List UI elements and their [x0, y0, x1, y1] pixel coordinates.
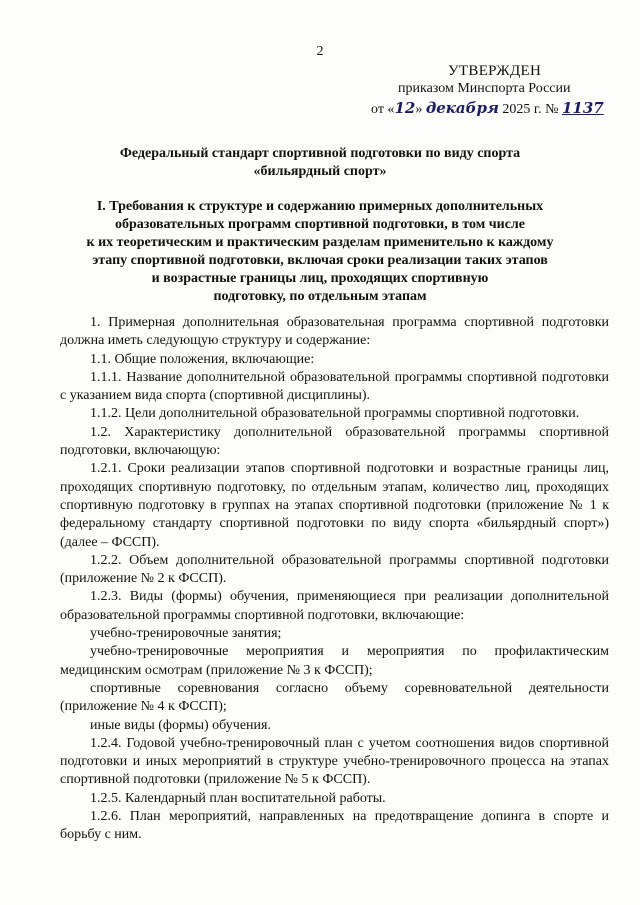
document-title	[40, 145, 600, 181]
section-heading-line: этапу спортивной подготовки, включая сроки реализации таких этапов	[92, 253, 548, 268]
order-issuer: приказом Минспорта России	[398, 81, 571, 96]
title-line: Федеральный стандарт спортивной подготовки по виду спорта	[119, 146, 521, 161]
page-number: 2	[316, 44, 324, 59]
date-mid: »	[415, 102, 426, 117]
handwritten-order-number: 1137	[561, 99, 604, 117]
section-heading-line: I. Требования к структуре и содержанию примерных дополнительных	[96, 199, 544, 214]
paragraph: иные виды (формы) обучения.	[90, 717, 271, 733]
paragraph: спортивные соревнования согласно объему соревновательной деятельности (приложение № 4 к ФССП);	[60, 680, 609, 715]
paragraph: 1.2. Характеристику дополнительной образовательной программы спортивной подготовки, включающую:	[60, 424, 609, 459]
section-heading	[40, 198, 600, 306]
paragraph: 1.1. Общие положения, включающие:	[90, 351, 315, 367]
paragraph: 1.2.4. Годовой учебно-тренировочный план с учетом соотношения видов спортивной подготовки и иных мероприятий в структуре учебно-тренировочного процесса на этапах спортивной подготовки (приложение № 5 к ФССП).	[60, 735, 609, 788]
document-body	[60, 314, 609, 845]
paragraph: учебно-тренировочные занятия;	[90, 626, 282, 642]
section-heading-line: и возрастные границы лиц, проходящих спортивную	[151, 271, 489, 286]
approval-block	[0, 0, 640, 130]
date-prefix: от «	[371, 102, 395, 117]
paragraph: 1.2.3. Виды (формы) обучения, применяющиеся при реализации дополнительной образовательной программы спортивной подготовки, включающие:	[60, 589, 609, 623]
approved-label: УТВЕРЖДЕН	[448, 63, 542, 79]
section-heading-line: подготовку, по отдельным этапам	[213, 289, 427, 304]
paragraph: 1.1.2. Цели дополнительной образовательной программы спортивной подготовки.	[90, 406, 580, 422]
paragraph: 1. Примерная дополнительная образовательная программа спортивной подготовки должна иметь следующую структуру и содержание:	[60, 315, 609, 349]
title-line: «бильярдный спорт»	[253, 164, 387, 179]
section-heading-line: образовательных программ спортивной подготовки, в том числе	[115, 217, 525, 232]
paragraph: 1.2.6. План мероприятий, направленных на предотвращение допинга в спорте и борьбу с ним.	[60, 809, 609, 843]
paragraph: 1.1.1. Название дополнительной образовательной программы спортивной подготовки с указанием вида спорта (спортивной дисциплины).	[60, 369, 609, 404]
paragraph: 1.2.5. Календарный план воспитательной работы.	[90, 790, 386, 806]
date-year: 2025 г. №	[498, 102, 562, 117]
order-date-line	[371, 99, 604, 118]
paragraph: учебно-тренировочные мероприятия и мероприятия по профилактическим медицинским осмотрам (приложение № 3 к ФССП);	[60, 644, 609, 678]
handwritten-day: 12	[394, 99, 416, 117]
handwritten-month: декабря	[425, 99, 499, 117]
paragraph: 1.2.1. Сроки реализации этапов спортивной подготовки и возрастные границы лиц, проходящих спортивную подготовку, по отдельным этапам, количество лиц, проходящих спортивную подготовку в группах на этапах спортивной подготовки (приложение № 1 к федеральному стандарту спортивной подготовки по виду спорта «бильярдный спорт») (далее – ФССП).	[60, 461, 609, 550]
section-heading-line: к их теоретическим и практическим разделам применительно к каждому	[86, 235, 554, 250]
paragraph: 1.2.2. Объем дополнительной образовательной программы спортивной подготовки (приложение № 2 к ФССП).	[60, 552, 609, 587]
